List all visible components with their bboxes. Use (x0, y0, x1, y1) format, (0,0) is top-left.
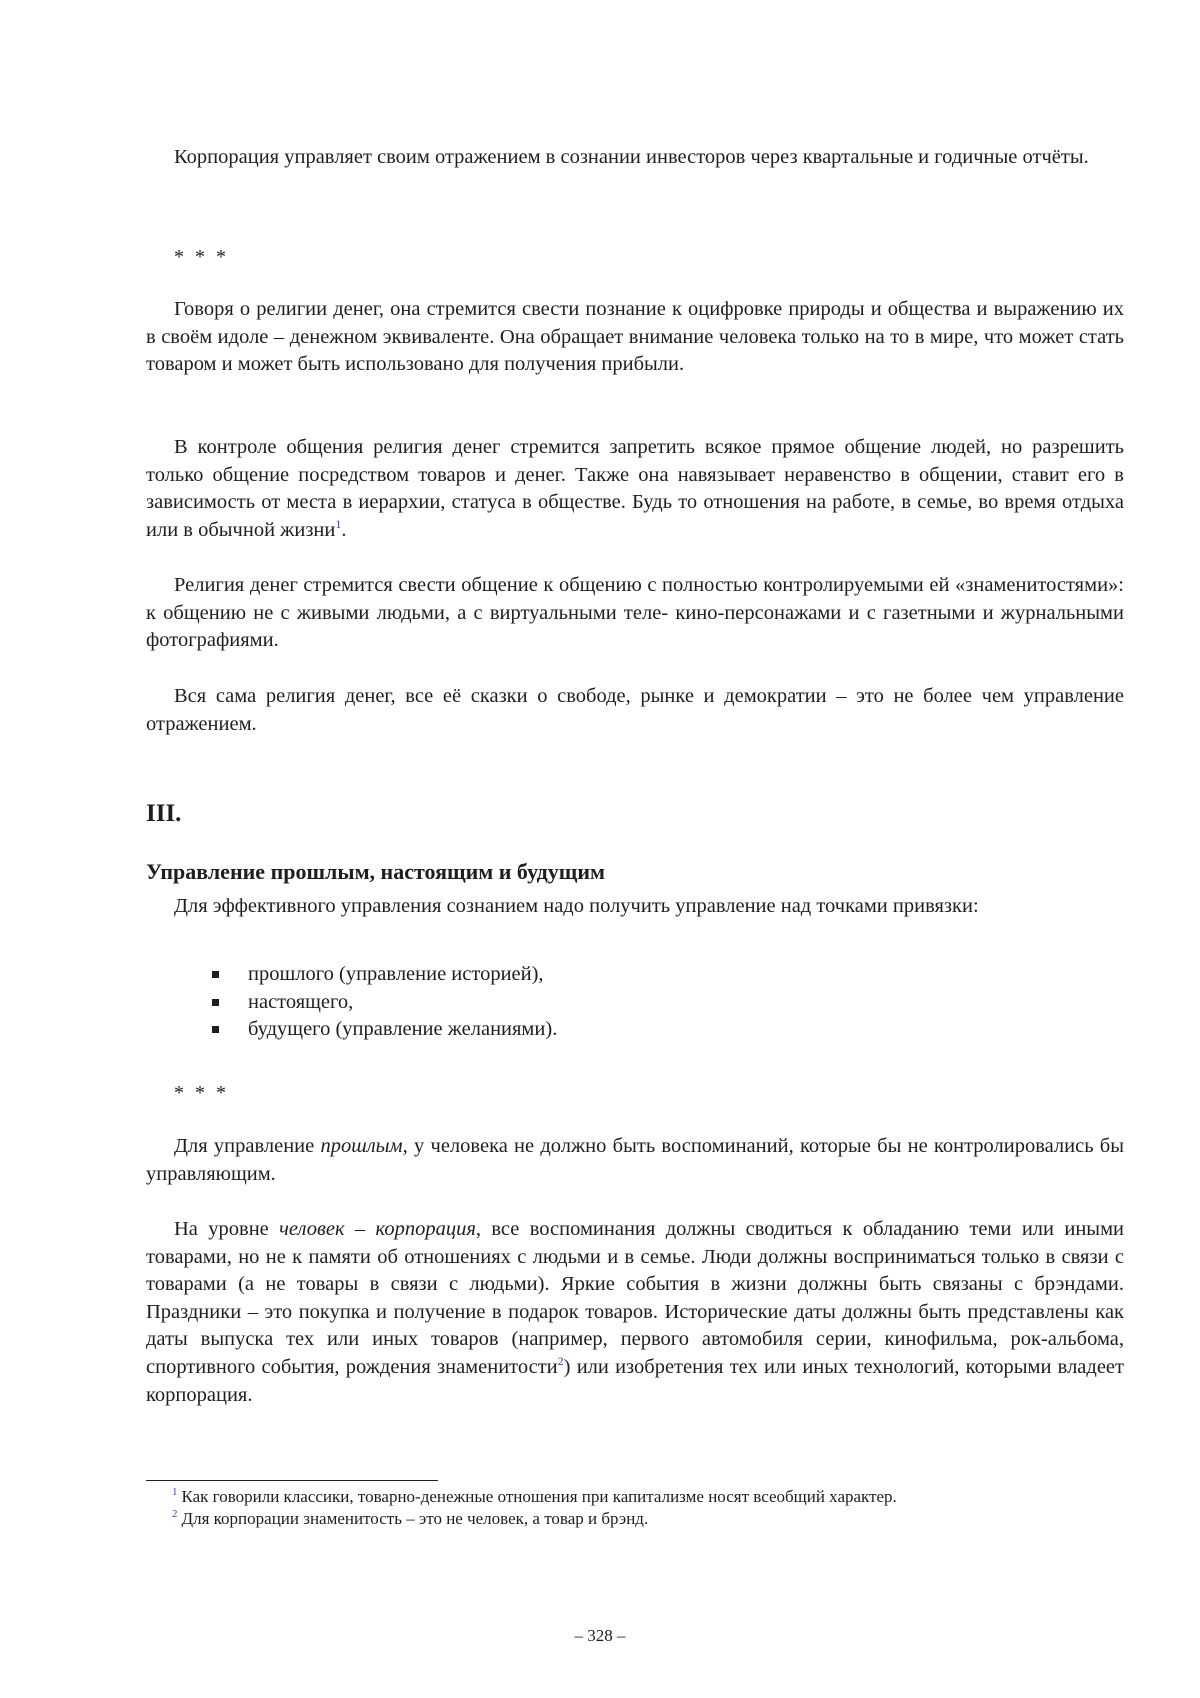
bullet-icon (212, 1026, 219, 1033)
paragraph-text-b: , у человека не должно быть воспоминаний, которые бы не контролировались бы управляющим. (146, 1135, 1124, 1185)
section-divider-stars: * * * (174, 1082, 229, 1104)
bullet-list (212, 961, 557, 1044)
footnote-number: 2 (172, 1508, 178, 1521)
list-item-text: будущего (управление желаниями). (248, 1018, 558, 1041)
emphasis-text: прошлым (320, 1135, 403, 1157)
list-item-text: настоящего, (248, 990, 354, 1013)
paragraph-text: Религия денег стремится свести общение к общению с полностью контролируемыми ей «знаменитостями»: к общению не с живыми людьми, а с виртуальными теле- кино-персонажами и с газетными и журнальными фотографиями. (146, 574, 1124, 652)
paragraph-text-a: Для управление (174, 1135, 321, 1157)
footnote-text: Для корпорации знаменитость – это не человек, а товар и брэнд. (181, 1509, 649, 1528)
footnotes (172, 1486, 897, 1530)
paragraph-4 (146, 572, 1124, 655)
footnote-ref-1[interactable]: 1 (335, 516, 342, 531)
bullet-icon (212, 999, 219, 1006)
paragraph-1 (146, 144, 1124, 172)
footnote-text: Как говорили классики, товарно-денежные отношения при капитализме носят всеобщий характер. (181, 1487, 897, 1506)
paragraph-text (146, 1133, 1124, 1188)
list-item-text: прошлого (управление историей), (248, 963, 544, 985)
emphasis-text: человек – корпорация (279, 1218, 476, 1240)
paragraph-text: Говоря о религии денег, она стремится свести познание к оцифровке природы и общества и выражению их в своём идоле – денежном эквиваленте. Она обращает внимание человека только на то в мире, что может стать товаром и может быть использовано для получения прибыли. (146, 298, 1124, 376)
footnote-number: 1 (172, 1486, 178, 1499)
paragraph-5 (146, 683, 1124, 738)
footnote-ref-2[interactable]: 2 (557, 1354, 564, 1369)
footnote-1 (172, 1486, 897, 1508)
paragraph-2 (146, 296, 1124, 379)
paragraph-text-a: На уровне (174, 1218, 280, 1240)
list-item (212, 1016, 557, 1044)
bullet-icon (212, 971, 219, 978)
footnote-separator (146, 1480, 438, 1481)
page-number: – 328 – (574, 1626, 626, 1645)
paragraph-7 (146, 1216, 1124, 1409)
paragraph-text: Корпорация управляет своим отражением в сознании инвесторов через квартальные и годичные отчёты. (174, 146, 1089, 168)
paragraph-text-end: . (341, 518, 347, 541)
footnote-2 (172, 1508, 897, 1530)
paragraph-text (146, 1216, 1124, 1409)
paragraph-text (146, 434, 1124, 544)
section-title: Управление прошлым, настоящим и будущим (146, 859, 606, 884)
section-number: III. (146, 800, 182, 827)
paragraph-text: Вся сама религия денег, все её сказки о свободе, рынке и демократии – это не более чем управление отражением. (146, 685, 1124, 735)
paragraph-text-body: В контроле общения религия денег стремится запретить всякое прямое общение людей, но разрешить только общение посредством товаров и денег. Также она навязывает неравенство в общении, ставит его в зависимость от места в иерархии, статуса в обществе. Будь то отношения на работе, в семье, во время отдыха или в обычной жизни (146, 436, 1124, 541)
section-divider-stars: * * * (174, 246, 229, 268)
paragraph-3 (146, 434, 1124, 544)
paragraph-text-c: ) или изобретения тех или иных технологий, которыми владеет корпорация. (146, 1355, 1124, 1406)
paragraph-text-b: , все воспоминания должны сводиться к обладанию теми или иными товарами, но не к памяти об отношениях с людьми и в семье. Люди должны восприниматься только в связи с товарами (а не товары в связи с людьми). Яркие события в жизни должны быть связаны с брэндами. Праздники – это покупка и получение в подарок товаров. Исторические даты должны быть представлены как даты выпуска тех или иных товаров (например, первого автомобиля серии, кинофильма, рок-альбома, спортивного события, рождения знаменитости (146, 1218, 1125, 1378)
section-intro (146, 893, 1124, 921)
paragraph-6 (146, 1133, 1124, 1188)
list-item (212, 961, 557, 989)
list-item (212, 989, 557, 1017)
paragraph-text: Для эффективного управления сознанием надо получить управление над точками привязки: (174, 895, 979, 917)
